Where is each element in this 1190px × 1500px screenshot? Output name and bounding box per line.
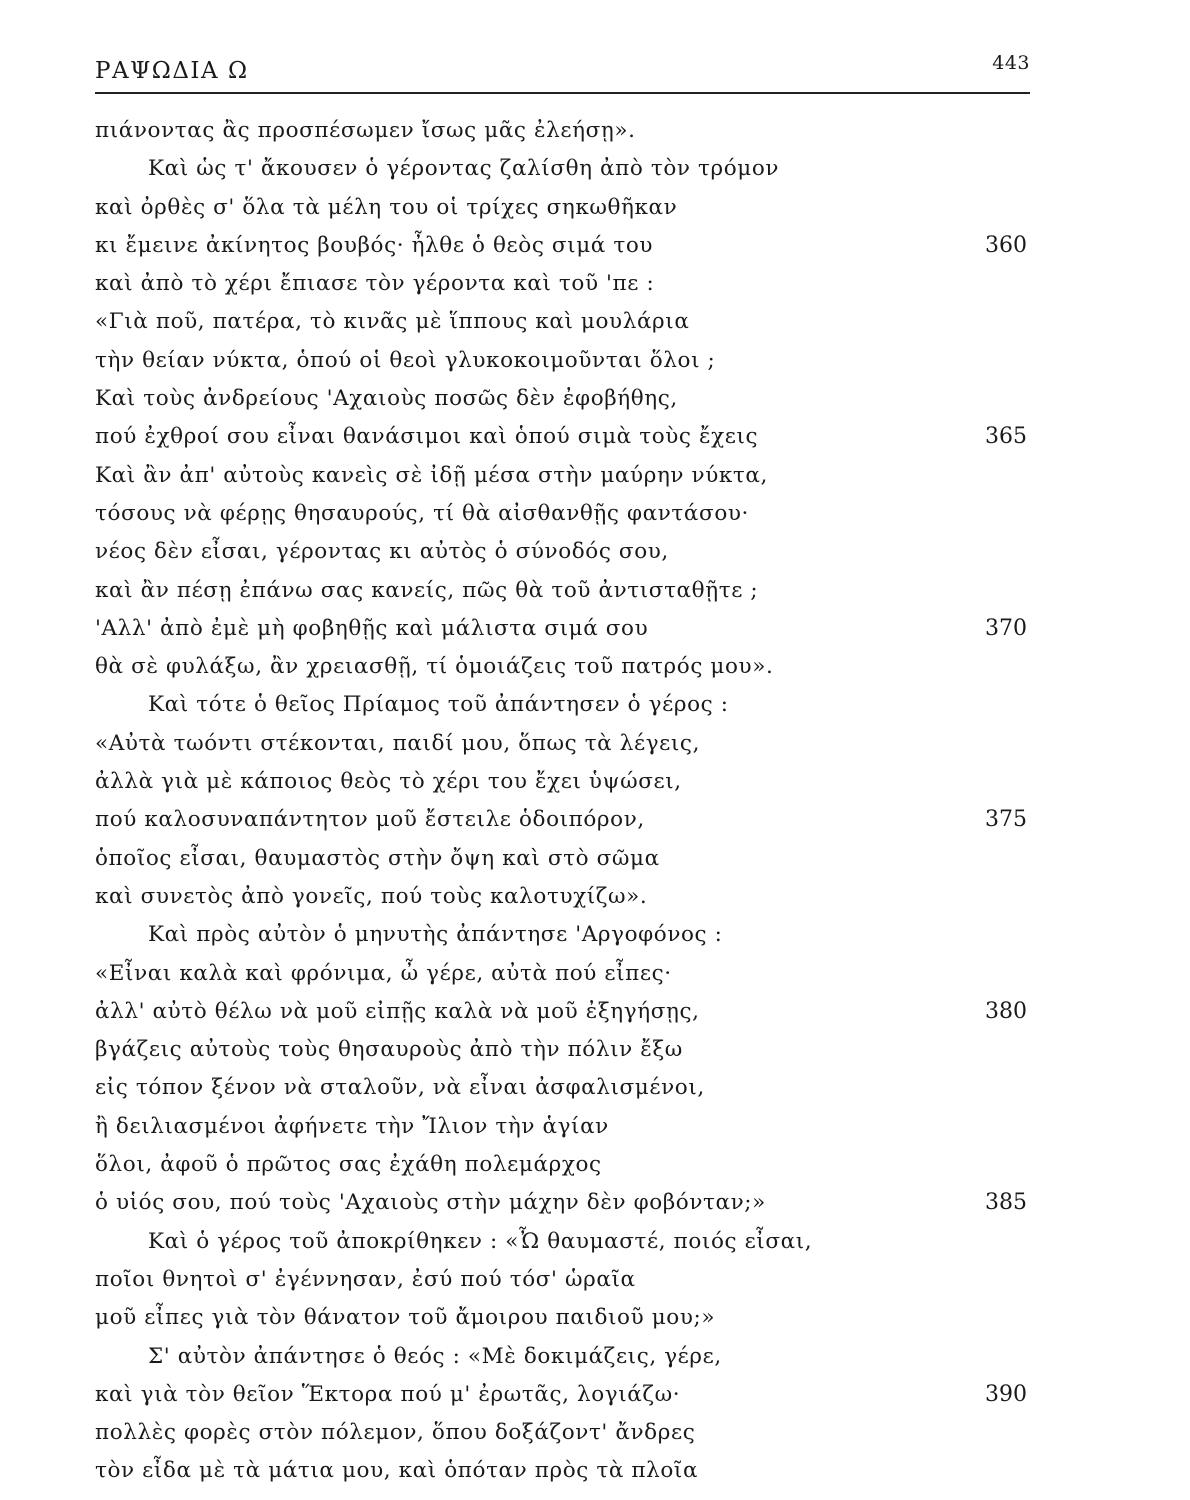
line-number: 370 [985, 615, 1027, 641]
verse-line [0, 993, 1190, 1031]
header-rule [95, 92, 1030, 94]
running-head: ΡΑΨΩΔΙΑ Ω [95, 58, 249, 84]
line-number: 365 [985, 424, 1027, 450]
verse-text: καὶ ἀπὸ τὸ χέρι ἔπιασε τὸν γέροντα καὶ τοῦ 'πε : [95, 271, 655, 297]
verse-text: πού καλοσυναπάντητον μοῦ ἔστειλε ὁδοιπόρον, [95, 807, 645, 833]
verse-text: τὸν εἶδα μὲ τὰ μάτια μου, καὶ ὁπόταν πρὸς τὰ πλοῖα [95, 1458, 699, 1484]
verse-text: Καὶ πρὸς αὐτὸν ὁ μηνυτὴς ἀπάντησε 'Αργοφόνος : [148, 922, 723, 948]
verse-line [0, 1108, 1190, 1146]
verse-text: ὅλοι, ἀφοῦ ὁ πρῶτος σας ἐχάθη πολεμάρχος [95, 1152, 602, 1178]
verse-line [0, 227, 1190, 265]
verse-line [0, 725, 1190, 763]
verse-text: Σ' αὐτὸν ἀπάντησε ὁ θεός : «Μὲ δοκιμάζεις, γέρε, [148, 1343, 722, 1369]
verse-line [0, 610, 1190, 648]
verse-text: μοῦ εἶπες γιὰ τὸν θάνατον τοῦ ἄμοιρου παιδιοῦ μου;» [95, 1305, 716, 1331]
verse-text: ἀλλὰ γιὰ μὲ κάποιος θεὸς τὸ χέρι του ἔχει ὑψώσει, [95, 769, 682, 795]
verse-text: καὶ ἂν πέσῃ ἐπάνω σας κανείς, πῶς θὰ τοῦ ἀντισταθῇτε ; [95, 577, 759, 603]
verse-text: 'Αλλ' ἀπὸ ἐμὲ μὴ φοβηθῇς καὶ μάλιστα σιμά σου [95, 615, 649, 641]
verse-text: καὶ συνετὸς ἀπὸ γονεῖς, πού τοὺς καλοτυχίζω». [95, 883, 648, 909]
verse-line [0, 1261, 1190, 1299]
verse-lines [0, 112, 1190, 1491]
verse-text: ἢ δειλιασμένοι ἀφήνετε τὴν Ἴλιον τὴν ἁγίαν [95, 1113, 609, 1139]
verse-line [0, 380, 1190, 418]
verse-line [0, 303, 1190, 341]
verse-line [0, 763, 1190, 801]
verse-text: πιάνοντας ἂς προσπέσωμεν ἴσως μᾶς ἐλεήσῃ». [95, 118, 636, 143]
verse-line [0, 686, 1190, 724]
line-number: 385 [985, 1190, 1027, 1216]
verse-text: «Εἶναι καλὰ καὶ φρόνιμα, ὦ γέρε, αὐτὰ πού εἶπες· [95, 960, 672, 986]
verse-line [0, 495, 1190, 533]
verse-text: βγάζεις αὐτοὺς τοὺς θησαυροὺς ἀπὸ τὴν πόλιν ἔξω [95, 1037, 683, 1063]
verse-line [0, 265, 1190, 303]
page-header [95, 52, 1030, 96]
verse-line [0, 648, 1190, 686]
verse-line [0, 150, 1190, 188]
line-number: 375 [985, 807, 1027, 833]
verse-line [0, 1414, 1190, 1452]
verse-text: πού ἐχθροί σου εἶναι θανάσιμοι καὶ ὁπού σιμὰ τοὺς ἔχεις [95, 424, 759, 450]
verse-text: «Αὐτὰ τωόντι στέκονται, παιδί μου, ὅπως τὰ λέγεις, [95, 730, 700, 756]
verse-line [0, 801, 1190, 839]
verse-line [0, 1299, 1190, 1337]
verse-line [0, 916, 1190, 954]
verse-text: κι ἔμεινε ἀκίνητος βουβός· ἦλθε ὁ θεὸς σιμά του [95, 232, 654, 258]
verse-line [0, 189, 1190, 227]
verse-line [0, 840, 1190, 878]
verse-line [0, 342, 1190, 380]
line-number: 390 [985, 1381, 1027, 1407]
verse-text: ὁποῖος εἶσαι, θαυμαστὸς στὴν ὄψη καὶ στὸ σῶμα [95, 845, 660, 871]
verse-line [0, 1223, 1190, 1261]
verse-line [0, 1452, 1190, 1490]
verse-line [0, 1069, 1190, 1107]
verse-line [0, 457, 1190, 495]
verse-line [0, 418, 1190, 456]
verse-line [0, 112, 1190, 150]
page-number: 443 [992, 52, 1030, 74]
verse-text: ποῖοι θνητοὶ σ' ἐγέννησαν, ἐσύ πού τόσ' ὡραῖα [95, 1266, 636, 1292]
line-number: 380 [985, 998, 1027, 1024]
verse-line [0, 572, 1190, 610]
verse-line [0, 878, 1190, 916]
verse-line [0, 533, 1190, 571]
verse-text: τόσους νὰ φέρῃς θησαυρούς, τί θὰ αἰσθανθῇς φαντάσου· [95, 500, 749, 526]
verse-text: πολλὲς φορὲς στὸν πόλεμον, ὅπου δοξάζοντ' ἄνδρες [95, 1420, 696, 1446]
verse-text: εἰς τόπον ξένον νὰ σταλοῦν, νὰ εἶναι ἀσφαλισμένοι, [95, 1075, 705, 1101]
verse-line [0, 1146, 1190, 1184]
verse-text: τὴν θείαν νύκτα, ὁπού οἱ θεοὶ γλυκοκοιμοῦνται ὅλοι ; [95, 347, 716, 373]
verse-text: Καὶ τότε ὁ θεῖος Πρίαμος τοῦ ἀπάντησεν ὁ γέρος : [148, 692, 729, 718]
verse-text: καὶ γιὰ τὸν θεῖον Ἕκτορα πού μ' ἐρωτᾶς, λογιάζω· [95, 1381, 681, 1407]
verse-text: ὁ υἱός σου, πού τοὺς 'Αχαιοὺς στὴν μάχην δὲν φοβόνταν;» [95, 1190, 766, 1216]
verse-text: Καὶ ὁ γέρος τοῦ ἀποκρίθηκεν : «Ὦ θαυμαστέ, ποιός εἶσαι, [148, 1228, 813, 1254]
verse-line [0, 1031, 1190, 1069]
line-number: 360 [985, 232, 1027, 258]
verse-text: Καὶ ὡς τ' ἄκουσεν ὁ γέροντας ζαλίσθη ἀπὸ τὸν τρόμον [148, 156, 780, 182]
verse-text: νέος δὲν εἶσαι, γέροντας κι αὐτὸς ὁ σύνοδός σου, [95, 539, 669, 565]
verse-text: θὰ σὲ φυλάξω, ἂν χρειασθῇ, τί ὁμοιάζεις τοῦ πατρός μου». [95, 654, 774, 680]
verse-line [0, 1184, 1190, 1222]
verse-text: ἀλλ' αὐτὸ θέλω νὰ μοῦ εἰπῇς καλὰ νὰ μοῦ ἐξηγήσῃς, [95, 998, 700, 1024]
verse-line [0, 1376, 1190, 1414]
verse-text: «Γιὰ ποῦ, πατέρα, τὸ κινᾶς μὲ ἵππους καὶ μουλάρια [95, 309, 690, 335]
verse-line [0, 1338, 1190, 1376]
verse-line [0, 955, 1190, 993]
verse-text: καὶ ὀρθὲς σ' ὅλα τὰ μέλη του οἱ τρίχες σηκωθῆκαν [95, 194, 678, 220]
verse-text: Καὶ τοὺς ἀνδρείους 'Αχαιοὺς ποσῶς δὲν ἐφοβήθης, [95, 386, 678, 412]
verse-text: Καὶ ἂν ἀπ' αὐτοὺς κανεὶς σὲ ἰδῇ μέσα στὴν μαύρην νύκτα, [95, 462, 768, 488]
